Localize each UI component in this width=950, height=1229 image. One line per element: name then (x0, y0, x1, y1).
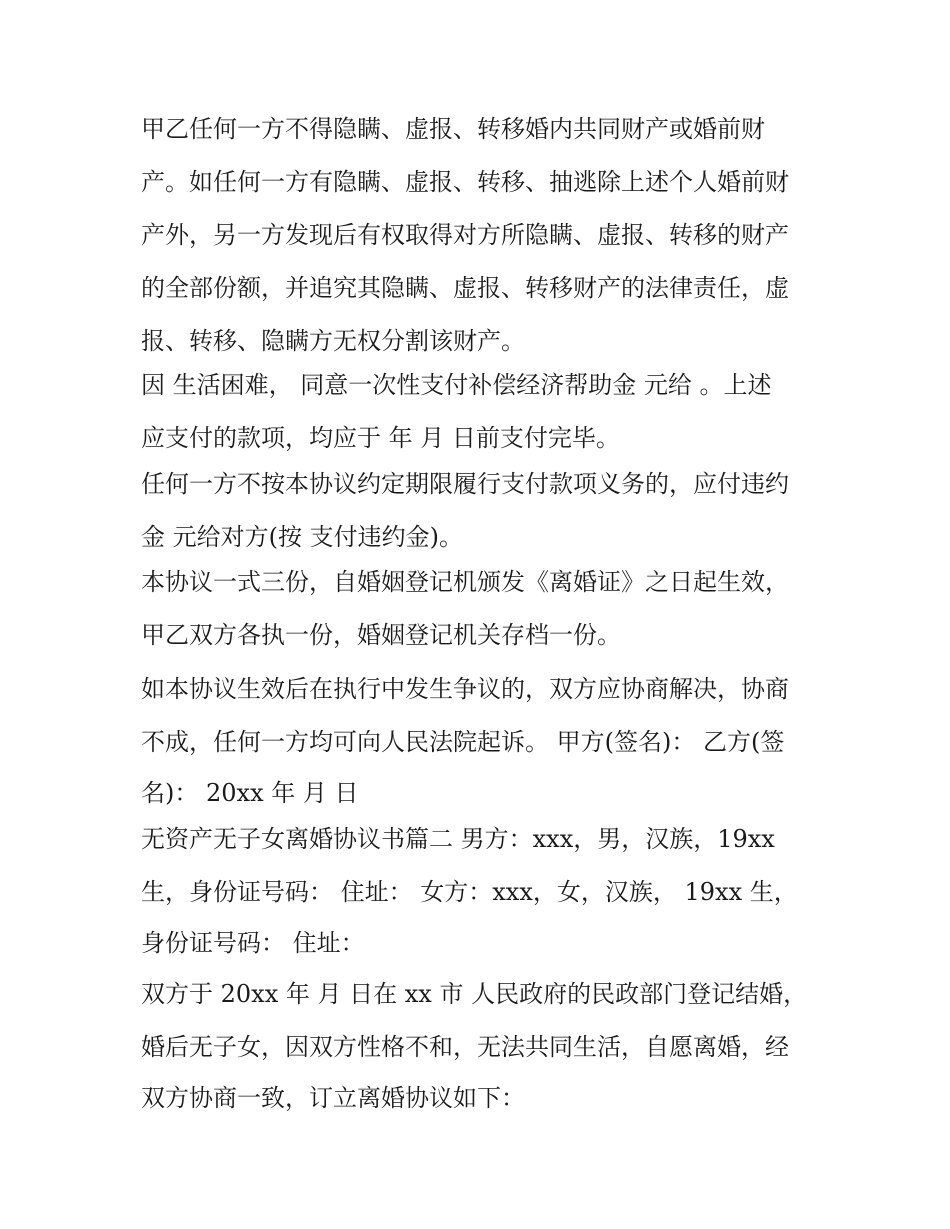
text-line: 应支付的款项，均应于 年 月 日前支付完毕。 (141, 424, 620, 452)
text-line: 产。如任何一方有隐瞒、虚报、转移、抽逃除上述个人婚前财 (141, 168, 789, 196)
text-line: 双方于 20xx 年 月 日在 xx 市 人民政府的民政部门登记结婚， (141, 980, 808, 1008)
text-line: 无资产无子女离婚协议书篇二 男方：xxx，男，汉族，19xx (141, 825, 775, 853)
text-line: 名)： 20xx 年 月 日 (141, 779, 359, 807)
text-line: 任何一方不按本协议约定期限履行支付款项义务的，应付违约 (141, 470, 789, 498)
text-line: 因 生活困难， 同意一次性支付补偿经济帮助金 元给 。上述 (141, 371, 772, 399)
text-line: 双方协商一致，订立离婚协议如下： (141, 1084, 525, 1112)
text-line: 金 元给对方(按 支付违约金)。 (141, 523, 463, 551)
text-line: 身份证号码： 住址： (141, 929, 365, 957)
text-line: 如本协议生效后在执行中发生争议的，双方应协商解决，协商 (141, 675, 789, 703)
text-line: 不成，任何一方均可向人民法院起诉。 甲方(签名)： 乙方(签 (141, 728, 785, 756)
text-line: 本协议一式三份，自婚姻登记机颁发《离婚证》之日起生效， (141, 568, 789, 596)
text-line: 婚后无子女，因双方性格不和，无法共同生活，自愿离婚，经 (141, 1033, 789, 1061)
text-line: 甲乙任何一方不得隐瞒、虚报、转移婚内共同财产或婚前财 (141, 115, 765, 143)
text-line: 报、转移、隐瞒方无权分割该财产。 (141, 327, 525, 355)
text-line: 生，身份证号码： 住址： 女方：xxx，女，汉族， 19xx 生， (141, 878, 798, 906)
text-line: 的全部份额，并追究其隐瞒、虚报、转移财产的法律责任，虚 (141, 274, 789, 302)
text-line: 产外，另一方发现后有权取得对方所隐瞒、虚报、转移的财产 (141, 221, 789, 249)
text-line: 甲乙双方各执一份，婚姻登记机关存档一份。 (141, 621, 621, 649)
